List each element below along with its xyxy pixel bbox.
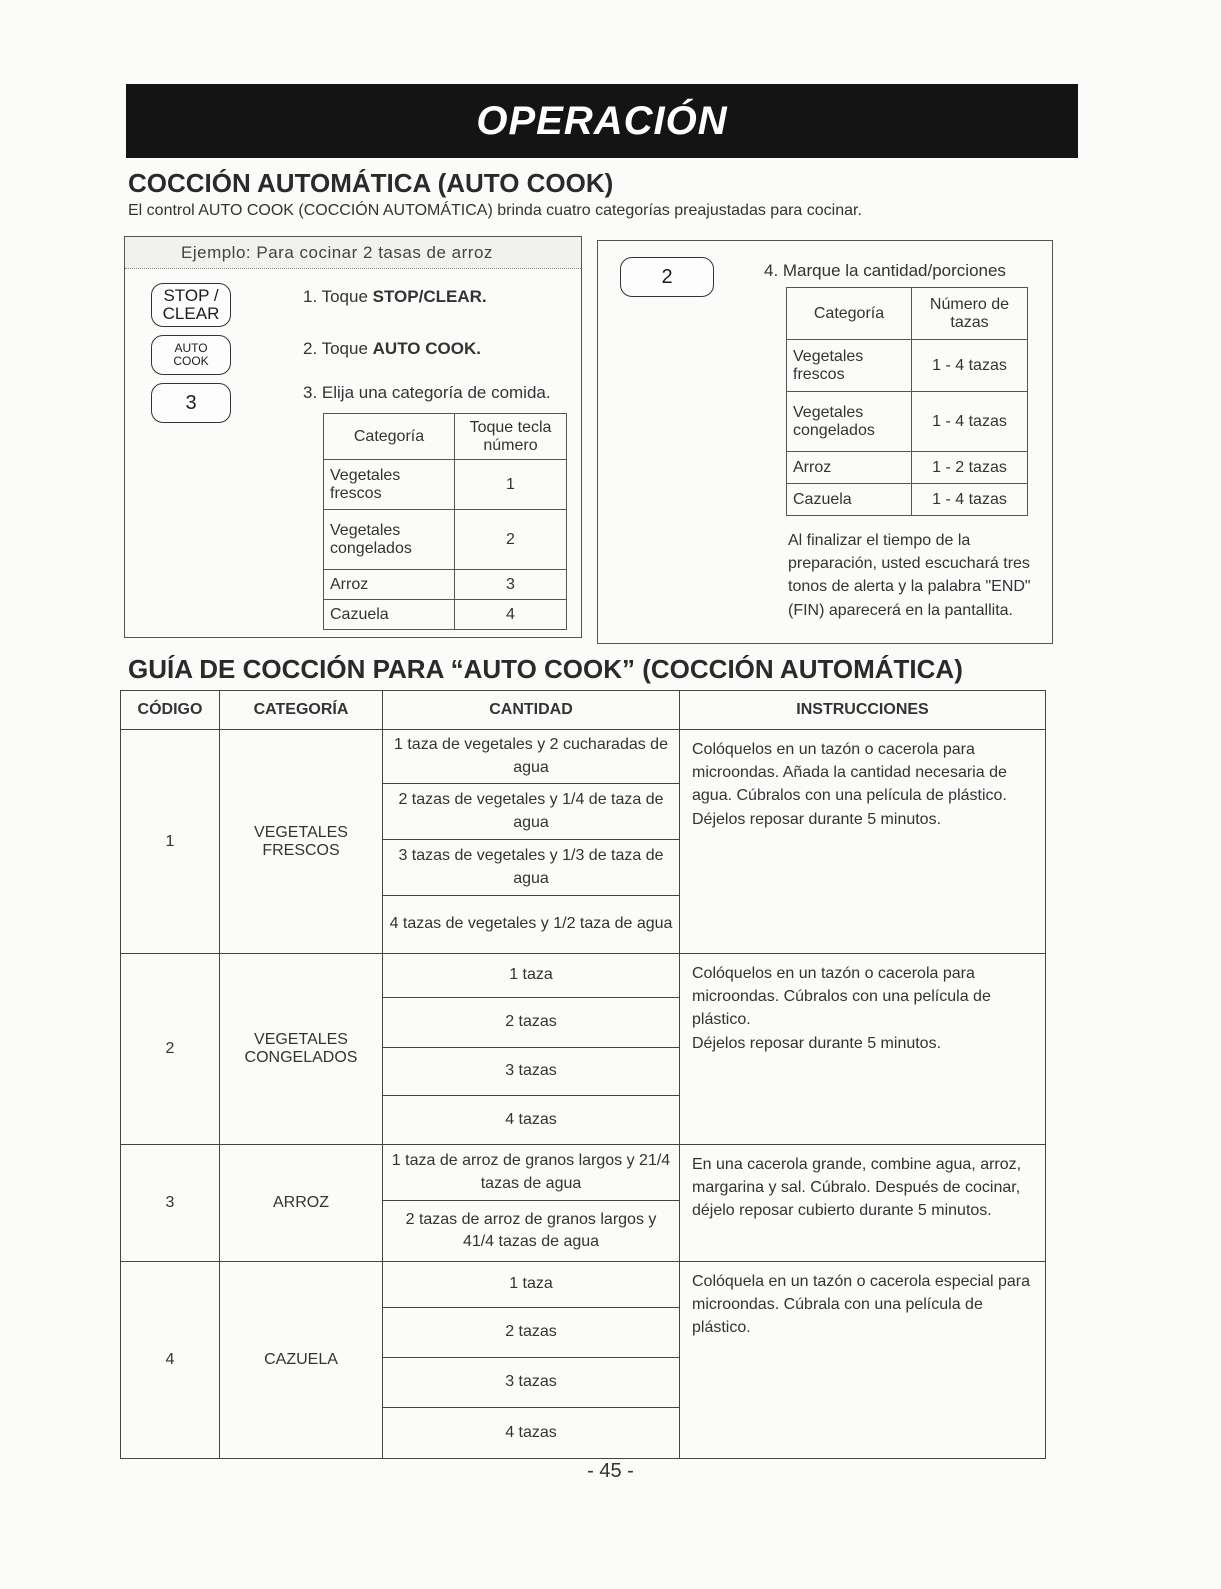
guide-row-4-category: CAZUELA: [220, 1262, 383, 1459]
auto-cook-key-line2: COOK: [173, 354, 209, 368]
quantity-option: 1 taza: [383, 954, 679, 998]
auto-cook-key: [151, 335, 231, 375]
category-table-header-key: Toque tecla número: [455, 414, 567, 460]
quantity-option: 1 taza: [383, 1262, 679, 1308]
category-row-2-name: Vegetales congelados: [324, 510, 455, 570]
step-2-key: AUTO COOK.: [372, 339, 481, 358]
cups-row-4-cups: 1 - 4 tazas: [912, 484, 1028, 516]
quantity-option: 3 tazas de vegetales y 1/3 de taza de agua: [383, 840, 679, 896]
instruction-line: Colóquelos en un tazón o cacerola para microondas. Añada la cantidad necesaria de agua. Cúbralos con una película de plástico.: [692, 741, 1007, 805]
number-3-key-label: 3: [185, 391, 197, 414]
cups-row-4-name: Cazuela: [787, 484, 912, 516]
step-4: 4. Marque la cantidad/porciones: [764, 261, 1006, 280]
auto-cook-key-line1: AUTO: [174, 341, 208, 356]
guide-row-2-category: VEGETALES CONGELADOS: [220, 954, 383, 1145]
guide-row-2-instructions: [680, 954, 1046, 1145]
instruction-line: Colóquelos en un tazón o cacerola para microondas. Cúbralos con una película de plástico.: [692, 965, 991, 1029]
guide-row-2: [121, 954, 1046, 1145]
quantity-option: 1 taza de vegetales y 2 cucharadas de agua: [383, 730, 679, 784]
guide-row-2-code: 2: [121, 954, 220, 1145]
page-banner: [126, 84, 1078, 158]
quantity-option: 2 tazas de vegetales y 1/4 de taza de agua: [383, 784, 679, 840]
instruction-line: En una cacerola grande, combine agua, arroz, margarina y sal. Cúbralo. Después de cocinar, déjelo reposar cubierto durante 5 minutos.: [692, 1156, 1022, 1220]
example-box: [124, 236, 582, 638]
guide-row-3-instructions: [680, 1145, 1046, 1262]
step-1-text: 1. Toque: [303, 287, 373, 306]
instruction-line: Déjelos reposar durante 5 minutos.: [692, 810, 942, 828]
category-table: [323, 413, 567, 630]
quantity-option: 2 tazas: [383, 998, 679, 1048]
quantity-option: 2 tazas de arroz de granos largos y 41/4 tazas de agua: [405, 1210, 657, 1250]
quantity-option: 3 tazas: [383, 1048, 679, 1096]
cups-row-3-cups: 1 - 2 tazas: [912, 452, 1028, 484]
number-2-key: [620, 257, 714, 297]
category-row-3-key: 3: [455, 570, 567, 600]
category-table-header-category: Categoría: [324, 414, 455, 460]
example-heading: Ejemplo: Para cocinar 2 tasas de arroz: [125, 237, 581, 269]
guide-row-2-quantities: [383, 954, 680, 1145]
step-2: [303, 339, 481, 359]
guide-row-4-code: 4: [121, 1262, 220, 1459]
number-2-key-label: 2: [661, 265, 673, 288]
cups-table: [786, 287, 1028, 516]
guide-row-4-quantities: [383, 1262, 680, 1459]
end-note: Al finalizar el tiempo de la preparación, usted escuchará tres tonos de alerta y la palabra "END" (FIN) aparecerá en la pantallita.: [788, 532, 1031, 619]
quantity-option: 4 tazas: [505, 1110, 557, 1128]
guide-header-quantity: CANTIDAD: [383, 691, 680, 730]
quantity-option: 2 tazas: [383, 1308, 679, 1358]
category-row-4-name: Cazuela: [324, 600, 455, 630]
step-2-text: 2. Toque: [303, 339, 373, 358]
guide-row-3-category: ARROZ: [220, 1145, 383, 1262]
category-row-3-name: Arroz: [324, 570, 455, 600]
cups-row-1-cups: 1 - 4 tazas: [912, 340, 1028, 392]
auto-cook-intro: El control AUTO COOK (COCCIÓN AUTOMÁTICA) brinda cuatro categorías preajustadas para cocinar.: [128, 202, 862, 219]
cups-row-1-name: Vegetales frescos: [787, 340, 912, 392]
quantity-option: 4 tazas: [505, 1423, 557, 1441]
guide-row-1-quantities: [383, 730, 680, 954]
cups-table-header-category: Categoría: [787, 288, 912, 340]
guide-header-category: CATEGORÍA: [220, 691, 383, 730]
guide-row-4: [121, 1262, 1046, 1459]
category-row-4-key: 4: [455, 600, 567, 630]
guide-row-4-instructions: [680, 1262, 1046, 1459]
category-row-1-key: 1: [455, 460, 567, 510]
guide-table: [120, 690, 1046, 1459]
guide-header-instructions: INSTRUCCIONES: [680, 691, 1046, 730]
category-row-1-name: Vegetales frescos: [324, 460, 455, 510]
quantity-option: 1 taza de arroz de granos largos y 21/4 tazas de agua: [383, 1145, 679, 1201]
guide-title: GUÍA DE COCCIÓN PARA “AUTO COOK” (COCCIÓN AUTOMÁTICA): [128, 654, 963, 684]
step-1-key: STOP/CLEAR.: [372, 287, 487, 306]
instruction-line: Colóquela en un tazón o cacerola especial para microondas. Cúbrala con una película de plástico.: [692, 1273, 1031, 1337]
auto-cook-title: COCCIÓN AUTOMÁTICA (AUTO COOK): [128, 168, 614, 198]
page-number: - 45 -: [587, 1460, 634, 1482]
guide-row-1-code: 1: [121, 730, 220, 954]
cups-row-3-name: Arroz: [787, 452, 912, 484]
stop-clear-key-line1: STOP /: [163, 286, 219, 306]
number-3-key: [151, 383, 231, 423]
banner-title: OPERACIÓN: [476, 98, 728, 143]
cups-row-2-cups: 1 - 4 tazas: [912, 392, 1028, 452]
instruction-line: Déjelos reposar durante 5 minutos.: [692, 1034, 942, 1052]
cups-row-2-name: Vegetales congelados: [787, 392, 912, 452]
step-1: [303, 287, 487, 307]
quantity-option: 4 tazas de vegetales y 1/2 taza de agua: [389, 914, 673, 932]
example-box-right: [597, 240, 1053, 644]
guide-row-3-quantities: [383, 1145, 680, 1262]
guide-row-3: [121, 1145, 1046, 1262]
quantity-option: 3 tazas: [383, 1358, 679, 1408]
category-row-2-key: 2: [455, 510, 567, 570]
guide-header-code: CÓDIGO: [121, 691, 220, 730]
step-3: 3. Elija una categoría de comida.: [303, 383, 551, 402]
guide-row-1: [121, 730, 1046, 954]
stop-clear-key: [151, 283, 231, 327]
stop-clear-key-line2: CLEAR: [162, 304, 220, 323]
guide-row-1-category: VEGETALES FRESCOS: [220, 730, 383, 954]
cups-table-header-cups: Número de tazas: [912, 288, 1028, 340]
guide-row-1-instructions: [680, 730, 1046, 954]
guide-row-3-code: 3: [121, 1145, 220, 1262]
